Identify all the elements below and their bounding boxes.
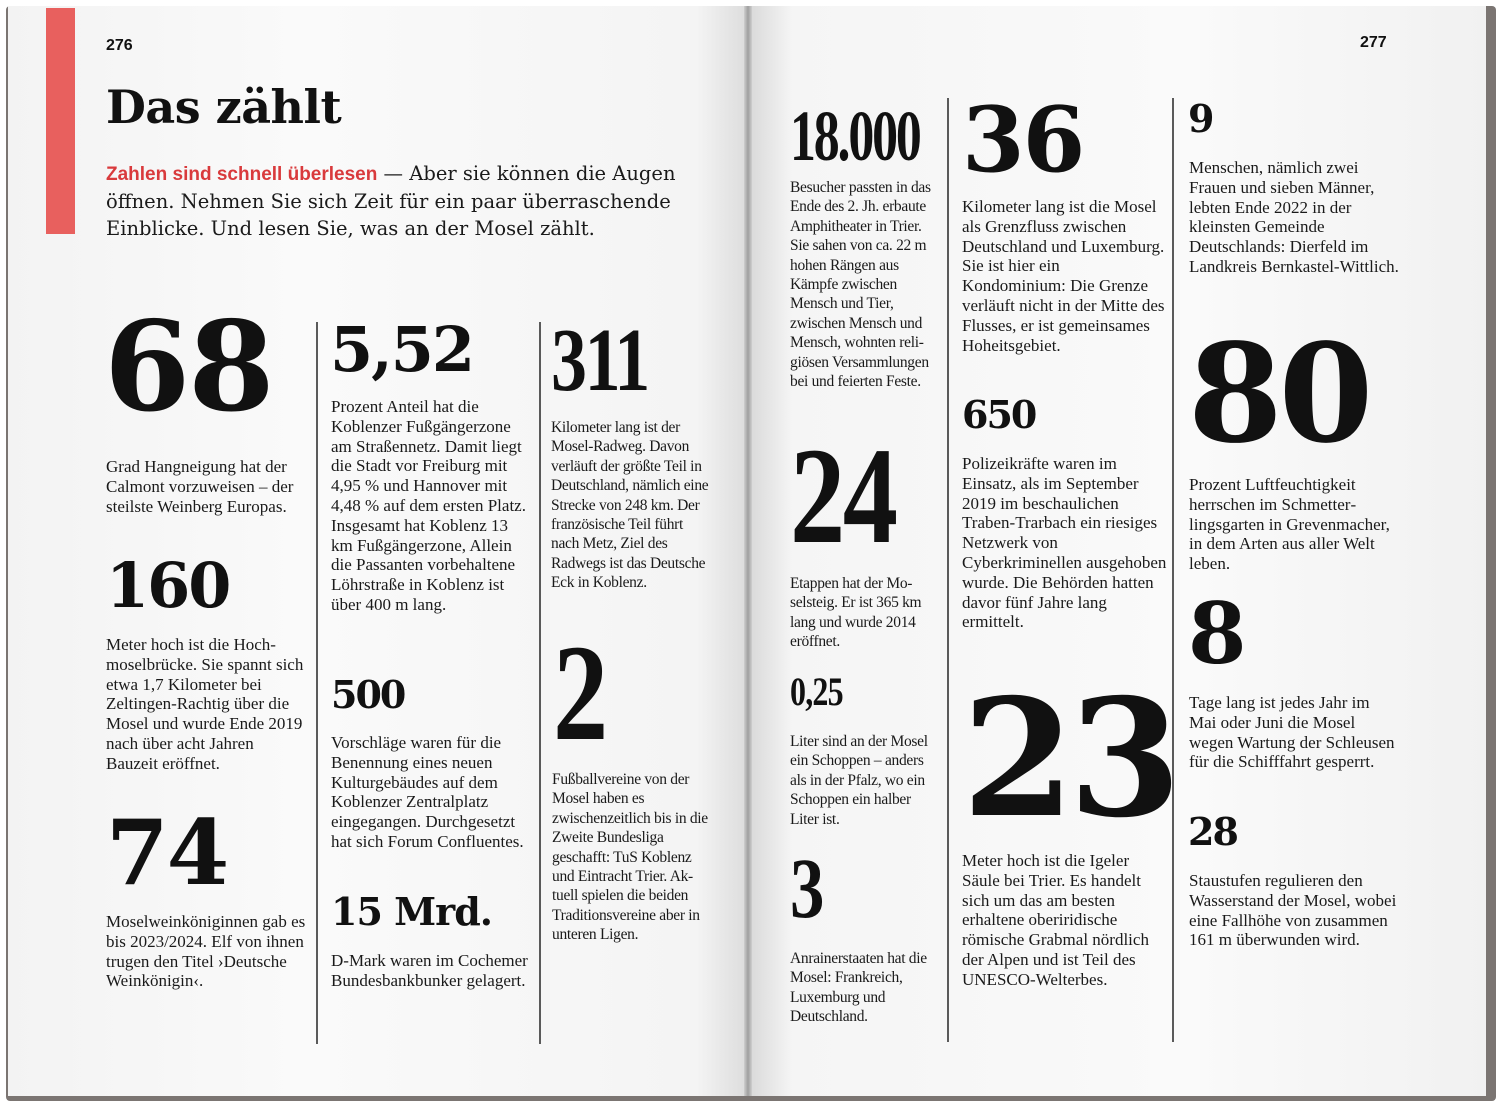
fact-text: Polizeikräfte waren im Einsatz, als im September 2019 im beschaulichen Traben-Trarbach ein riesiges Netzwerk von Cyberkriminellen ausgehoben wurde. Die Behörden hatten davor fünf Jahre lang ermittelt. <box>962 454 1167 632</box>
red-accent-bar <box>46 8 75 234</box>
page-number-right: 277 <box>1360 34 1387 51</box>
fact-text: Vorschläge waren für die Benennung eines neuen Kulturgebäudes auf dem Koblenzer Zentralplatz eingegangen. Durchgesetzt hat sich Forum Confluentes. <box>331 733 524 851</box>
fact-text: Prozent Luftfeuchtigkeit herrschen im Schmetterlingsgarten in Grevenmacher, in dem Arten aus aller Welt leben. <box>1189 475 1390 574</box>
fact-text: D-Mark waren im Cochemer Bundesbankbunker gelagert. <box>331 951 528 990</box>
fact-text: Besucher passten in das Ende des 2. Jh. erbaute Amphitheater in Trier. Sie sahen von ca. 22 m hohen Rängen aus Kämpfe zwischen Mensch und Tier, zwischen Mensch und Mensch, wohnten religiösen Versammlungen bei und feierten Feste. <box>790 179 931 391</box>
fact-text: Liter sind an der Mosel ein Schoppen – anders als in der Pfalz, wo ein Schoppen ein halber Liter ist. <box>790 733 928 828</box>
fact-number: 68 <box>104 295 273 440</box>
fact-text: Tage lang ist jedes Jahr im Mai oder Juni die Mosel wegen Wartung der Schleusen für die Schifffahrt gesperrt. <box>1189 693 1395 772</box>
fact-text: Fußballvereine von der Mosel haben es zwischenzeitlich bis in die Zweite Bundesliga geschafft: TuS Koblenz und Eintracht Trier. Aktuell spielen die beiden Traditionsvereine aber in unteren Ligen. <box>552 771 708 944</box>
fact-number: 74 <box>106 800 228 906</box>
fact-number: 36 <box>962 87 1084 193</box>
column-rule <box>947 98 949 1042</box>
column-rule <box>316 322 318 1044</box>
fact-number: 9 <box>1188 96 1213 141</box>
fact-text: Menschen, nämlich zwei Frauen und sieben Männer, lebten Ende 2022 in der kleinsten Gemeinde Deutschlands: Dierfeld im Landkreis Bernkastel-Wittlich. <box>1189 158 1399 276</box>
column-rule <box>539 322 541 1044</box>
fact-text: Kilometer lang ist der Mosel-Radweg. Davon verläuft der größte Teil in Deutschland, nämlich eine Strecke von 248 km. Der französische Teil führt nach Metz, Ziel des Radwegs ist das Deutsche Eck in Koblenz. <box>551 419 709 592</box>
fact-number: 15 Mrd. <box>331 889 492 934</box>
fact-number: 5,52 <box>330 313 474 386</box>
fact-text: Moselweinköniginnen gab es bis 2023/2024. Elf von ihnen trugen den Titel ›Deutsche Weinkönigin‹. <box>106 912 306 991</box>
fact-number: 650 <box>962 392 1036 437</box>
fact-number: 311 <box>551 311 648 410</box>
fact-text: Etappen hat der Moselsteig. Er ist 365 km lang und wurde 2014 eröffnet. <box>790 575 922 651</box>
fact-text: Staustufen regulieren den Wasserstand der Mosel, wobei eine Fallhöhe von zusammen 161 m überwunden wird. <box>1189 871 1397 950</box>
column-rule <box>1172 98 1174 1042</box>
fact-text: Grad Hangneigung hat der Calmont vorzuweisen – der steilste Weinberg Europas. <box>106 457 294 516</box>
intro-text: — Aber sie können die Augen öffnen. Nehmen Sie sich Zeit für ein paar überraschende Einblicke. Und lesen Sie, was an der Mosel zählt. <box>106 162 676 240</box>
fact-text: Prozent Anteil hat die Koblenzer Fußgängerzone am Straßennetz. Damit liegt die Stadt vor Freiburg mit 4,95 % und Hannover mit 4,48 % auf dem ersten Platz. Insgesamt hat Koblenz 13 km Fußgängerzone, Allein die Passanten vorbehaltene Löhrstraße in Koblenz ist über 400 m lang. <box>331 397 526 614</box>
fact-number: 18.000 <box>790 96 920 176</box>
fact-number: 2 <box>553 616 606 769</box>
book-gutter <box>744 6 752 1096</box>
fact-number: 24 <box>790 419 896 572</box>
fact-number: 3 <box>790 840 822 936</box>
fact-number: 8 <box>1188 584 1245 683</box>
fact-number: 160 <box>106 549 230 622</box>
fact-text: Anrainerstaaten hat die Mosel: Frankreich, Luxemburg und Deutschland. <box>790 950 927 1026</box>
fact-number: 80 <box>1188 314 1370 474</box>
fact-number: 23 <box>962 664 1176 854</box>
fact-number: 0,25 <box>790 669 843 714</box>
fact-text: Kilometer lang ist die Mosel als Grenzfluss zwischen Deutschland und Luxemburg. Sie ist hier ein Kondominium: Die Grenze verläuft nicht in der Mitte des Flusses, er ist gemeinsames Hoheitsgebiet. <box>962 197 1165 355</box>
fact-text: Meter hoch ist die Hochmoselbrücke. Sie spannt sich etwa 1,7 Kilometer bei Zeltingen-Rachtig über die Mosel und wurde Ende 2019 nach über acht Jahren Bauzeit eröffnet. <box>106 635 304 773</box>
page-title: Das zählt <box>106 80 342 134</box>
intro-paragraph <box>106 160 746 242</box>
fact-number: 500 <box>331 672 405 717</box>
fact-number: 28 <box>1188 809 1237 854</box>
page-number-left: 276 <box>106 37 133 54</box>
fact-text: Meter hoch ist die Igeler Säule bei Trier. Es handelt sich um das am besten erhaltene oberiridische römische Grabmal nördlich der Alpen und ist Teil des UNESCO-Welterbes. <box>962 851 1149 989</box>
intro-lead: Zahlen sind schnell überlesen <box>106 164 378 185</box>
